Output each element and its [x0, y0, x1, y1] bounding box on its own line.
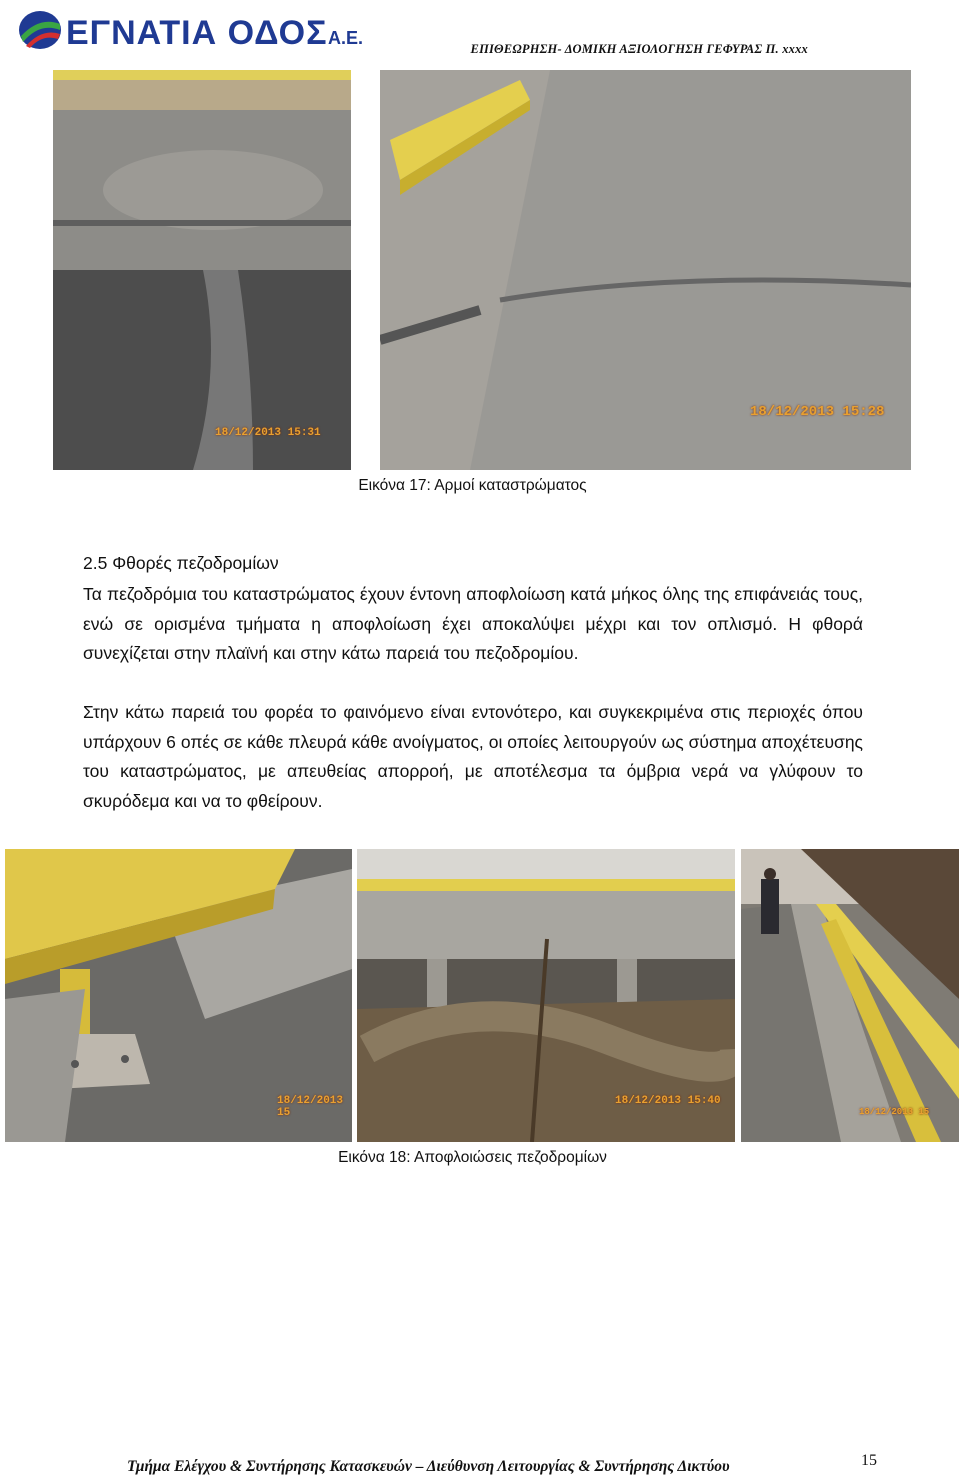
body-paragraph: Στην κάτω παρειά του φορέα το φαινόμενο είναι εντονότερο, και συγκεκριμένα στις περιοχές όπου υπάρχουν 6 οπές σε κάθε πλευρά κάθε ανοίγματος, οι οποίες λειτουργούν ως σύστημα αποχέτευσης του καταστρώματος, με απευθείας απορροή, με αποτέλεσμα τα όμβρια νερά να γλύφουν το σκυρόδεμα και να το φθείρουν.: [83, 702, 863, 812]
photo-timestamp: 18/12/2013 15: [859, 1107, 930, 1117]
company-logo: [18, 6, 368, 54]
document-title: ΕΠΙΘΕΩΡΗΣΗ- ΔΟΜΙΚΗ ΑΞΙΟΛΟΓΗΣΗ ΓΕΦΥΡΑΣ Π. xxxx: [470, 42, 808, 56]
photo-timestamp: 18/12/2013 15: [277, 1095, 344, 1119]
photo-sidewalk-damage-1: [5, 849, 352, 1142]
photo-timestamp: 18/12/2013 15:40: [615, 1095, 721, 1107]
footer-department: Τμήμα Ελέγχου & Συντήρησης Κατασκευών – Διεύθυνση Λειτουργίας & Συντήρησης Δικτύου: [127, 1458, 730, 1475]
logo-text: ΕΓΝΑΤΙΑ ΟΔΟΣ: [66, 14, 328, 52]
section-heading: 2.5 Φθορές πεζοδρομίων: [83, 553, 279, 573]
page-number: 15: [861, 1452, 877, 1469]
photo-sidewalk-damage-2: [357, 849, 735, 1142]
photo-deck-joint-2: [380, 70, 911, 470]
logo-suffix: Α.Ε.: [328, 28, 364, 48]
logo-emblem-icon: [19, 11, 61, 49]
figure-caption: Εικόνα 17: Αρμοί καταστρώματος: [358, 477, 587, 494]
photo-sidewalk-damage-3: [741, 849, 959, 1142]
photo-timestamp: 18/12/2013 15:28: [750, 404, 885, 420]
photo-timestamp: 18/12/2013 15:31: [215, 427, 321, 439]
figure-caption: Εικόνα 18: Αποφλοιώσεις πεζοδρομίων: [338, 1149, 607, 1166]
body-paragraph: Τα πεζοδρόμια του καταστρώματος έχουν έντονη αποφλοίωση κατά μήκος όλης της επιφάνειάς τους, ενώ σε ορισμένα τμήματα η αποφλοίωση έχει αποκαλύψει μέχρι και τον οπλισμό. Η φθορά συνεχίζεται στην πλαϊνή και στην κάτω παρειά του πεζοδρομίου.: [83, 584, 863, 664]
photo-deck-joint-1: [53, 70, 351, 470]
